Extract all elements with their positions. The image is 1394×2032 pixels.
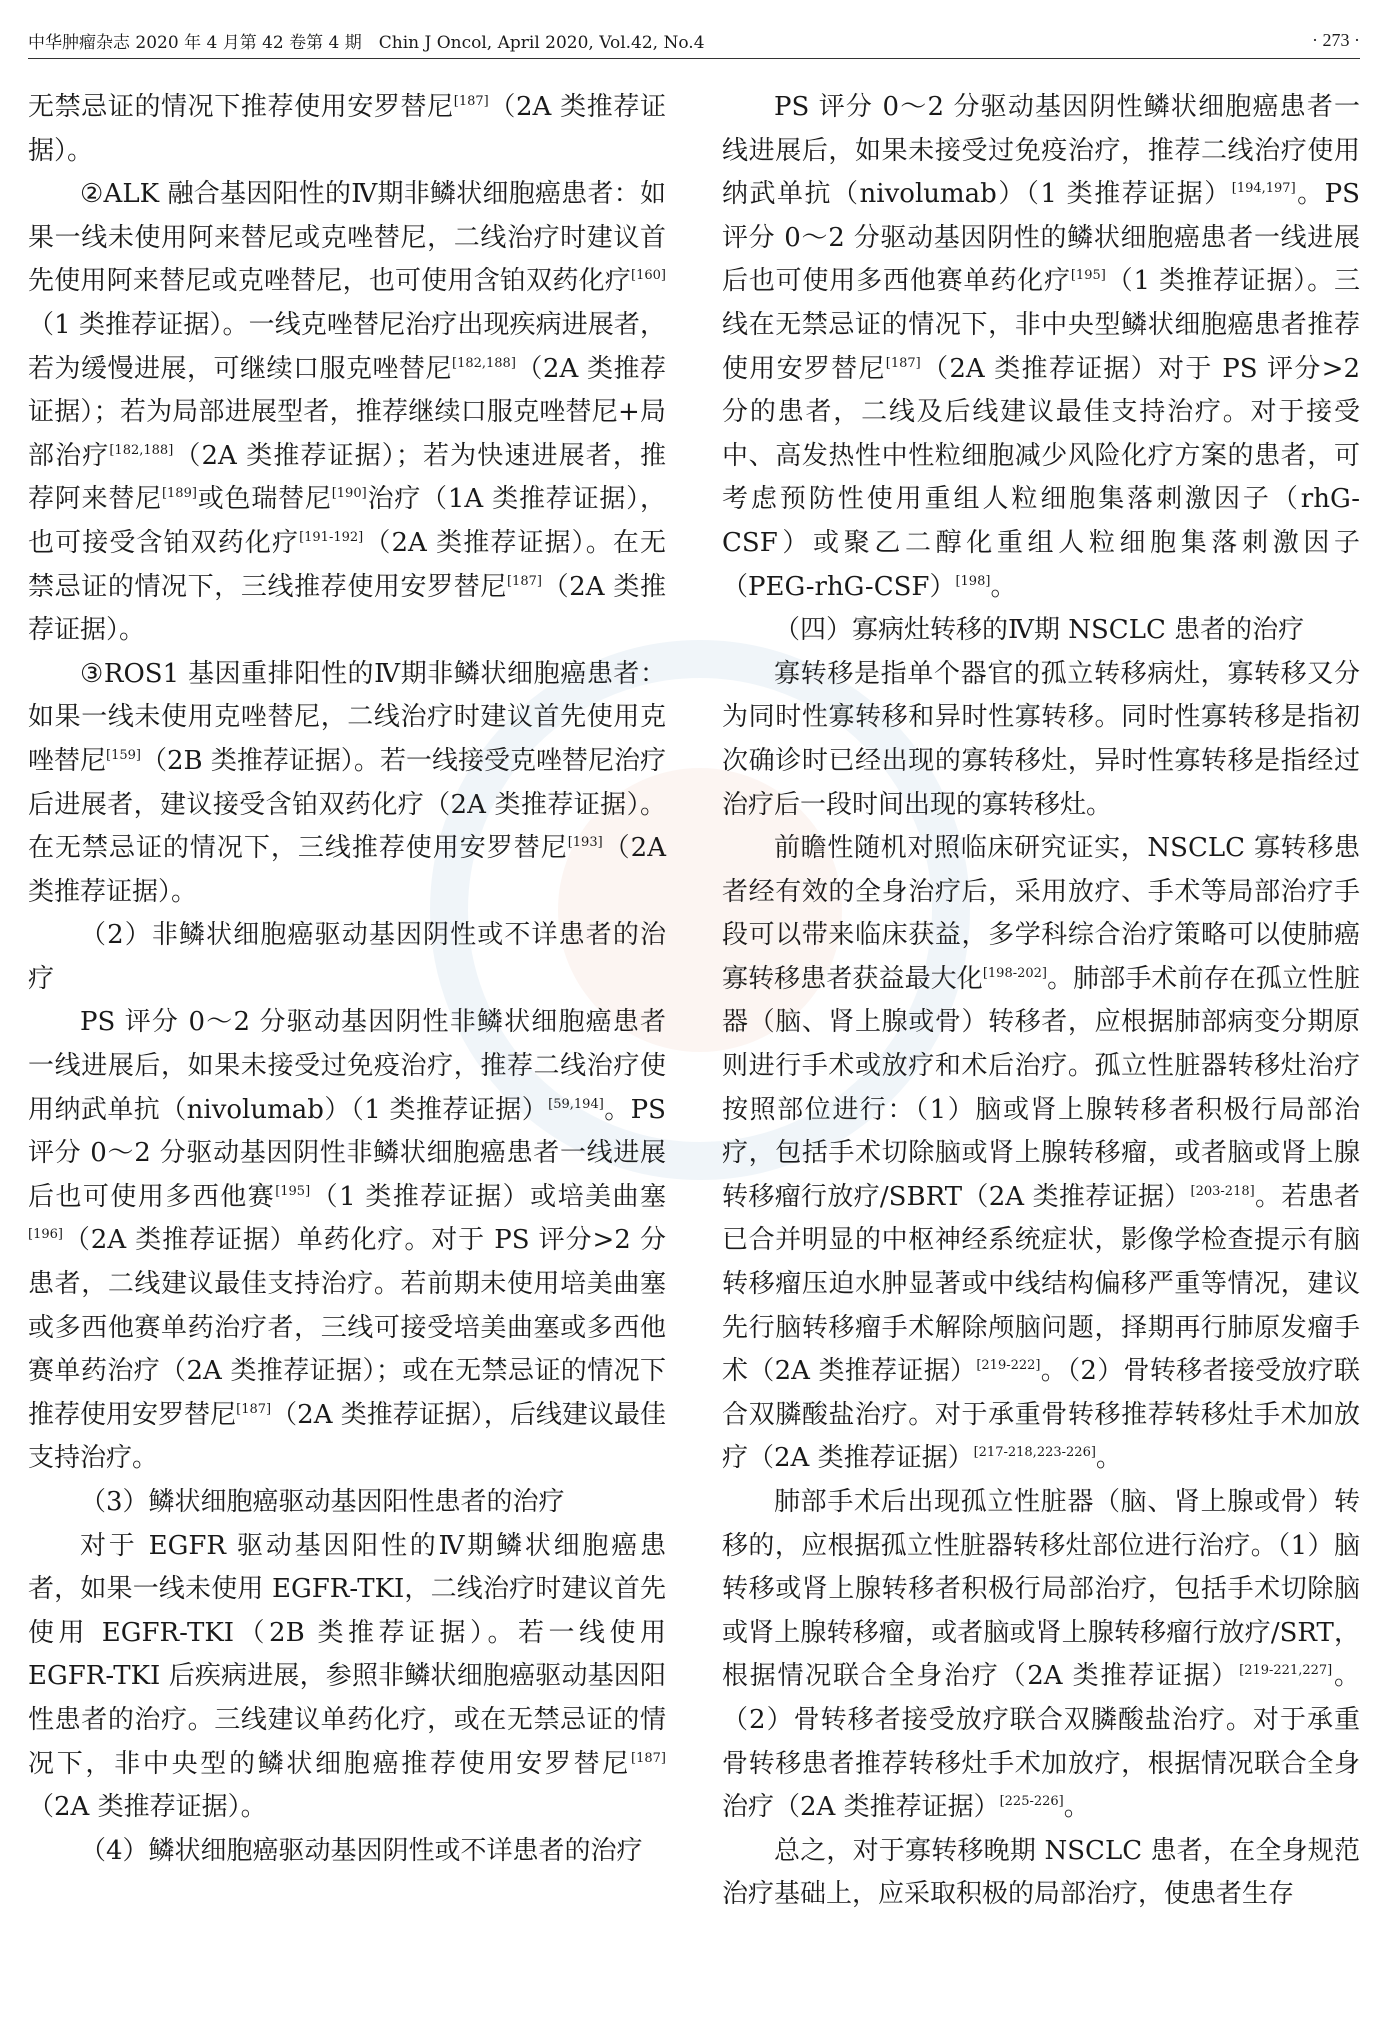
body-text: （1 类推荐证据）或培美曲塞 [310, 1181, 666, 1212]
body-text: ②ALK 融合基因阳性的Ⅳ期非鳞状细胞癌患者：如果一线未使用阿来替尼或克唑替尼，二线治疗时建议首先使用阿来替尼或克唑替尼，也可使用含铂双药化疗 [28, 179, 666, 297]
left-column [28, 86, 666, 1873]
body-text: （2A 类推荐证据）；若为局部进展型者，推荐继续口服克唑替尼+局部治疗 [28, 353, 666, 471]
body-text: 总之，对于寡转移晚期 NSCLC 患者，在全身规范治疗基础上，应采取积极的局部治疗，使患者生存 [722, 1835, 1360, 1910]
citation-ref: [190] [331, 486, 367, 502]
page-number: · 273 · [1312, 29, 1360, 50]
body-text: （2A 类推荐证据）。 [28, 92, 666, 166]
citation-ref: [196] [28, 1227, 63, 1243]
journal-citation: 中华肿瘤杂志 2020 年 4 月第 42 卷第 4 期 Chin J Oncol, April 2020, Vol.42, No.4 [28, 32, 705, 53]
citation-ref: [198] [955, 573, 991, 589]
paragraph [722, 609, 1360, 653]
body-text: 。若患者已合并明显的中枢神经系统症状，影像学检查提示有脑转移瘤压迫水肿显著或中线结构偏移严重等情况，建议先行脑转移瘤手术解除颅脑问题，择期再行肺原发瘤手术（2A 类推荐证据） [722, 1181, 1360, 1387]
paragraph [28, 86, 666, 173]
citation-ref: [219-222] [976, 1358, 1041, 1374]
body-text: （2A 类推荐证据）。在无禁忌证的情况下，三线推荐使用安罗替尼 [28, 527, 666, 602]
body-text: 。 [1063, 1792, 1090, 1823]
citation-ref: [203-218] [1190, 1183, 1255, 1199]
citation-ref: [217-218,223-226] [973, 1445, 1096, 1461]
paragraph [28, 914, 666, 1001]
body-text: （2B 类推荐证据）。若一线接受克唑替尼治疗后进展者，建议接受含铂双药化疗（2A 类推荐证据）。在无禁忌证的情况下，三线推荐使用安罗替尼 [28, 745, 666, 864]
citation-ref: [189] [161, 486, 197, 502]
body-text: （3）鳞状细胞癌驱动基因阳性患者的治疗 [80, 1487, 565, 1517]
citation-ref: [187] [631, 1750, 666, 1766]
citation-ref: [193] [567, 835, 603, 851]
body-text: 前瞻性随机对照临床研究证实，NSCLC 寡转移患者经有效的全身治疗后，采用放疗、手术等局部治疗手段可以带来临床获益，多学科综合治疗策略可以使肺癌寡转移患者获益最大化 [722, 833, 1360, 994]
citation-ref: [187] [453, 94, 489, 109]
body-text: PS 评分 0～2 分驱动基因阴性非鳞状细胞癌患者一线进展后，如果未接受过免疫治疗，推荐二线治疗使用纳武单抗（nivolumab）（1 类推荐证据） [28, 1007, 666, 1125]
citation-ref: [194,197] [1231, 181, 1296, 197]
body-text: 。PS 评分 0～2 分驱动基因阴性非鳞状细胞癌患者一线进展后也可使用多西他赛 [28, 1094, 666, 1212]
body-text: （2A 类推荐证据）。 [28, 571, 666, 646]
paragraph [28, 1481, 666, 1525]
body-text: （2A 类推荐证据）对于 PS 评分>2 分的患者，二线及后线建议最佳支持治疗。对于接受中、高发热性中性粒细胞减少风险化疗方案的患者，可考虑预防性使用重组人粒细胞集落刺激因子（rhG-CSF）或聚乙二醇化重组人粒细胞集落刺激因子（PEG-rhG-CSF） [722, 353, 1360, 602]
body-text: （2A 类推荐证据）；若为快速进展者，推荐阿来替尼 [28, 440, 666, 515]
citation-ref: [191-192] [299, 529, 364, 545]
body-text: 。（2）骨转移者接受放疗联合双膦酸盐治疗。对于承重骨转移患者推荐转移灶手术加放疗，根据情况联合全身治疗（2A 类推荐证据） [722, 1661, 1360, 1823]
body-text: （1 类推荐证据）。三线在无禁忌证的情况下，非中央型鳞状细胞癌患者推荐使用安罗替尼 [722, 266, 1360, 384]
paragraph [722, 653, 1360, 827]
body-text: 肺部手术后出现孤立性脏器（脑、肾上腺或骨）转移的，应根据孤立性脏器转移灶部位进行治疗。（1）脑转移或肾上腺转移者积极行局部治疗，包括手术切除脑或肾上腺转移瘤，或者脑或肾上腺转移瘤行放疗/SRT，根据情况联合全身治疗（2A 类推荐证据） [722, 1487, 1360, 1692]
paragraph [722, 86, 1360, 609]
body-text: 。肺部手术前存在孤立性脏器（脑、肾上腺或骨）转移者，应根据肺部病变分期原则进行手术或放疗和术后治疗。孤立性脏器转移灶治疗按照部位进行：（1）脑或肾上腺转移者积极行局部治疗，包括手术切除脑或肾上腺转移瘤，或者脑或肾上腺转移瘤行放疗/SBRT（2A 类推荐证据） [722, 963, 1360, 1212]
body-text: （4）鳞状细胞癌驱动基因阴性或不详患者的治疗 [80, 1835, 643, 1866]
citation-ref: [195] [275, 1183, 311, 1199]
citation-ref: [59,194] [548, 1096, 604, 1112]
body-text: 或色瑞替尼 [196, 484, 332, 515]
body-text: 。PS 评分 0～2 分驱动基因阴性的鳞状细胞癌患者一线进展后也可使用多西他赛单药化疗 [722, 179, 1360, 297]
citation-ref: [160] [631, 268, 666, 284]
body-text: （2A 类推荐证据）。 [28, 1792, 267, 1823]
paragraph [28, 1830, 666, 1874]
body-text: （2A 类推荐证据）。 [28, 833, 666, 907]
citation-ref: [182,188] [452, 355, 516, 371]
body-text: 。 [1095, 1443, 1122, 1474]
body-text: （2A 类推荐证据），后线建议最佳支持治疗。 [28, 1399, 666, 1474]
citation-ref: [219-221,227] [1239, 1663, 1333, 1679]
citation-ref: [195] [1070, 268, 1106, 284]
body-text: （四）寡病灶转移的Ⅳ期 NSCLC 患者的治疗 [774, 615, 1305, 646]
citation-ref: [225-226] [999, 1794, 1064, 1810]
citation-ref: [159] [106, 747, 141, 763]
body-text: 对于 EGFR 驱动基因阳性的Ⅳ期鳞状细胞癌患者，如果一线未使用 EGFR-TKI，二线治疗时建议首先使用 EGFR-TKI（2B 类推荐证据）。若一线使用 EGFR-TKI 后疾病进展，参照非鳞状细胞癌驱动基因阳性患者的治疗。三线建议单药化疗，或在无禁忌证的情况下，非中央型的鳞状细胞癌推荐使用安罗替尼 [28, 1530, 666, 1779]
paragraph [28, 653, 666, 915]
paragraph [722, 1481, 1360, 1830]
paragraph [28, 173, 666, 653]
body-text: （1 类推荐证据）。一线克唑替尼治疗出现疾病进展者，若为缓慢进展，可继续口服克唑替尼 [28, 309, 666, 384]
paragraph [28, 1525, 666, 1830]
body-text: 寡转移是指单个器官的孤立转移病灶，寡转移又分为同时性寡转移和异时性寡转移。同时性寡转移是指初次确诊时已经出现的寡转移灶，异时性寡转移是指经过治疗后一段时间出现的寡转移灶。 [722, 658, 1360, 820]
paragraph [722, 827, 1360, 1481]
citation-ref: [182,188] [109, 442, 174, 458]
paragraph [722, 1830, 1360, 1917]
paragraph [28, 1001, 666, 1481]
citation-ref: [198-202] [982, 965, 1047, 981]
body-text: （2A 类推荐证据）单药化疗。对于 PS 评分>2 分患者，二线建议最佳支持治疗。若前期未使用培美曲塞或多西他赛单药治疗者，三线可接受培美曲塞或多西他赛单药治疗（2A 类推荐证据）；或在无禁忌证的情况下推荐使用安罗替尼 [28, 1225, 666, 1430]
running-header [28, 22, 1360, 59]
body-text: 。 [990, 571, 1017, 602]
body-text: 无禁忌证的情况下推荐使用安罗替尼 [28, 92, 454, 122]
body-text: 治疗（1A 类推荐证据），也可接受含铂双药化疗 [28, 484, 666, 558]
citation-ref: [187] [236, 1401, 272, 1417]
body-text: （2）非鳞状细胞癌驱动基因阴性或不详患者的治疗 [28, 920, 666, 994]
body-text: PS 评分 0～2 分驱动基因阴性鳞状细胞癌患者一线进展后，如果未接受过免疫治疗，推荐二线治疗使用纳武单抗（nivolumab）（1 类推荐证据） [722, 92, 1360, 210]
citation-ref: [187] [506, 573, 542, 589]
citation-ref: [187] [885, 355, 921, 371]
right-column [722, 86, 1360, 1917]
body-text: ③ROS1 基因重排阳性的Ⅳ期非鳞状细胞癌患者：如果一线未使用克唑替尼，二线治疗时建议首先使用克唑替尼 [28, 658, 666, 776]
body-text: 。（2）骨转移者接受放疗联合双膦酸盐治疗。对于承重骨转移推荐转移灶手术加放疗（2A 类推荐证据） [722, 1356, 1360, 1474]
